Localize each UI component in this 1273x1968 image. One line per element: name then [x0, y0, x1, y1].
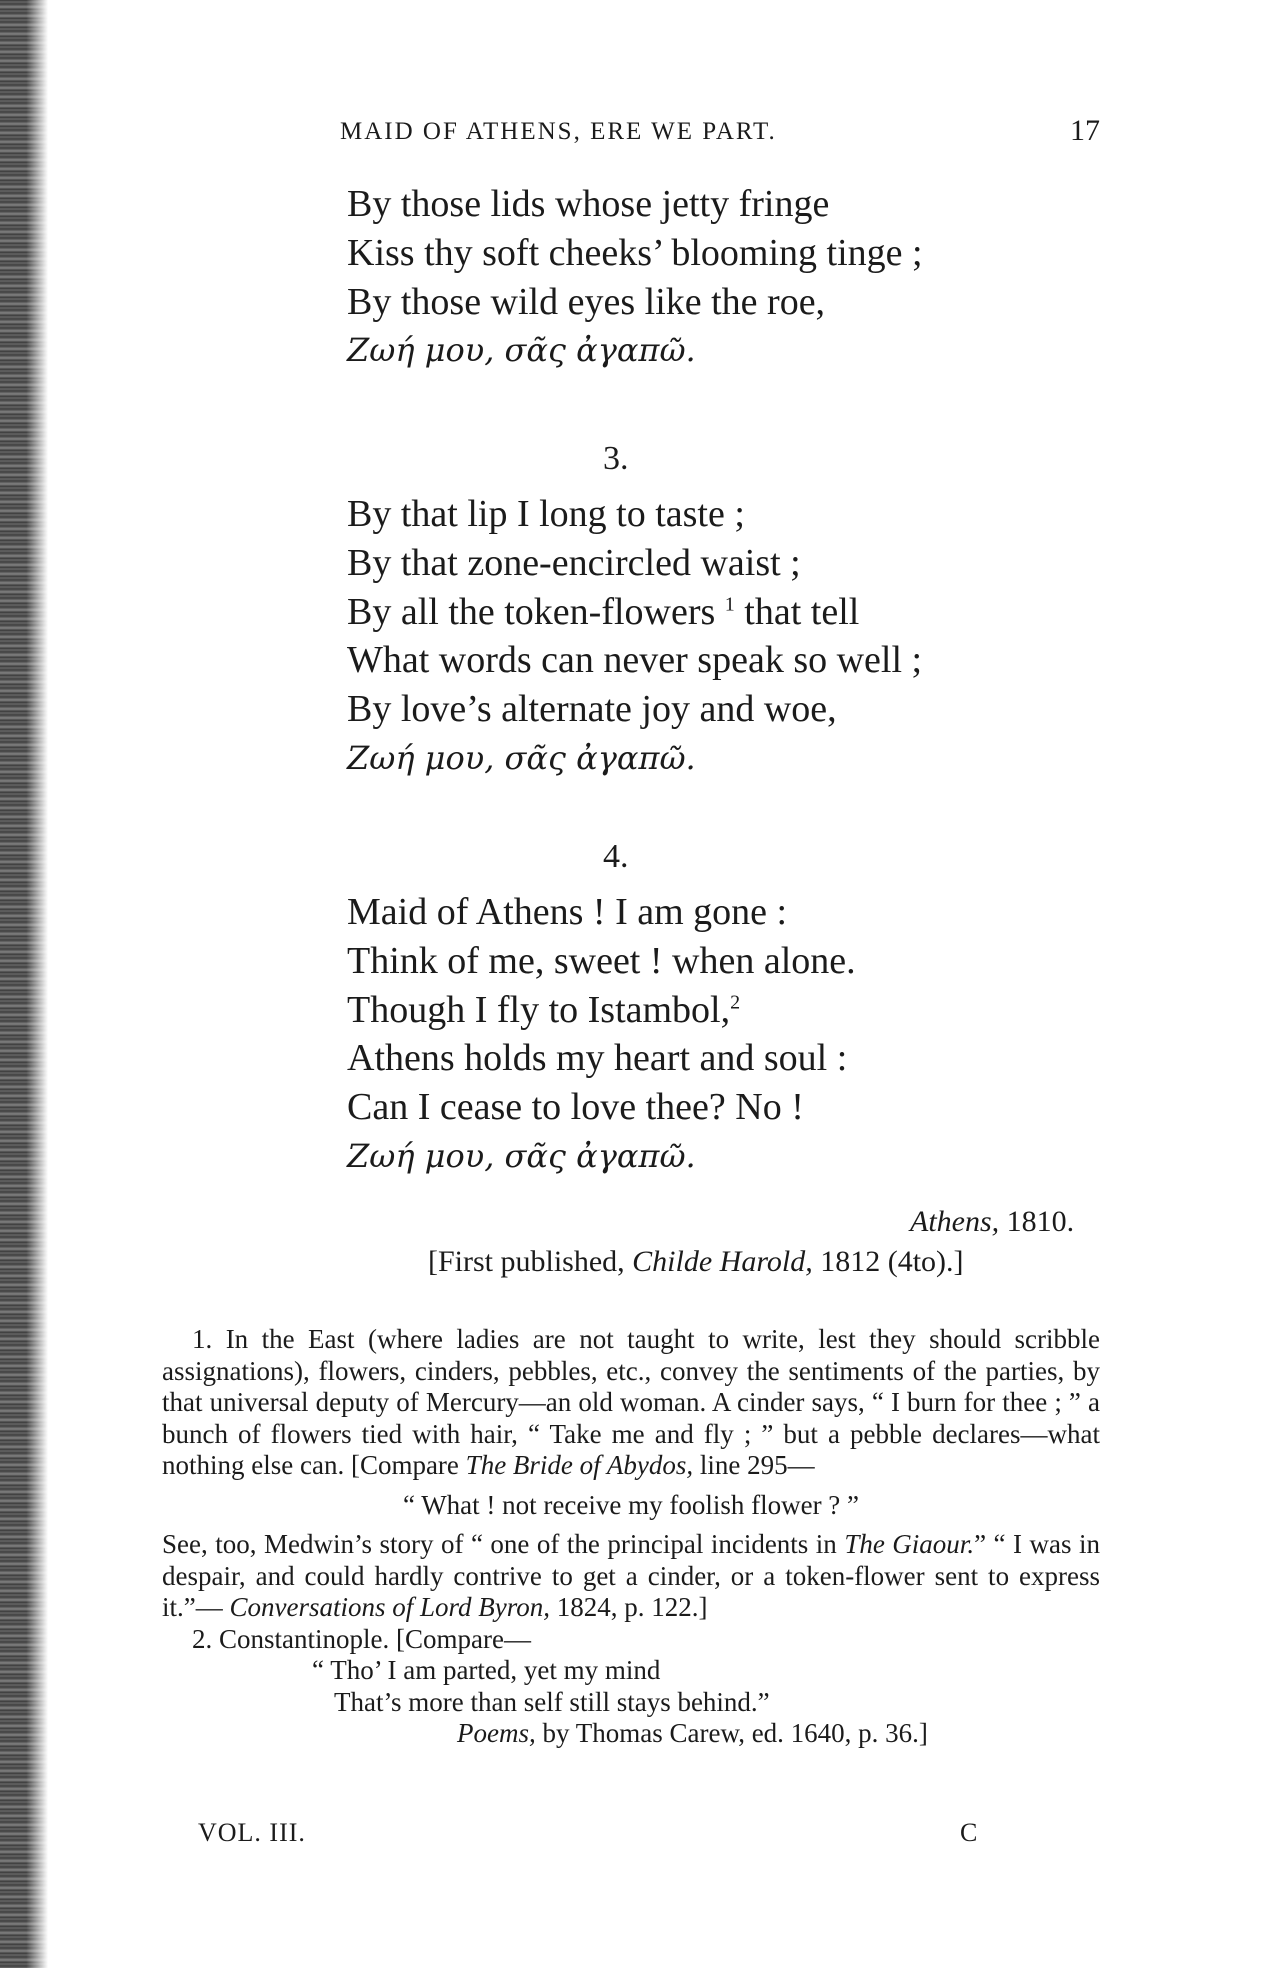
verse-text: By all the token-flowers [347, 590, 716, 633]
verse-line: Athens holds my heart and soul : [347, 1037, 848, 1080]
verse-line: By that zone-encircled waist ; [347, 541, 801, 584]
verse-line: Maid of Athens ! I am gone : [347, 891, 788, 933]
quote-line: That’s more than self still stays behind.” [334, 1686, 770, 1717]
stanza-3 [347, 490, 922, 783]
running-header [340, 114, 1100, 158]
volume-label: VOL. III. [198, 1818, 306, 1847]
greek-refrain: Ζωή μου, σᾶς ἀγαπῶ. [347, 1136, 696, 1175]
verse-line: By love’s alternate joy and woe, [347, 688, 837, 731]
greek-refrain: Ζωή μου, σᾶς ἀγαπῶ. [347, 738, 696, 777]
citation-text: by Thomas Carew, ed. 1640, p. 36.] [535, 1718, 928, 1748]
work-title: Poems, [457, 1718, 536, 1748]
stanza-2-continued [347, 180, 923, 375]
verse-line [347, 986, 856, 1035]
page-number: 17 [1070, 114, 1100, 147]
footnote-2: 2. Constantinople. [Compare— [192, 1623, 531, 1654]
pub-text: [First published, [428, 1245, 633, 1278]
pub-text: 1812 (4to).] [812, 1245, 964, 1278]
verse-line: Think of me, sweet ! when alone. [347, 939, 856, 982]
year: 1810. [999, 1205, 1075, 1238]
footnotes [162, 1324, 1100, 1750]
quoted-line: “ What ! not receive my foolish flower ? ” [402, 1489, 860, 1520]
footnote-ref: 1 [724, 592, 735, 615]
footnote-ref: 2 [730, 990, 741, 1013]
quote-citation [312, 1718, 1100, 1750]
pub-work: Childe Harold, [632, 1245, 813, 1278]
work-title: The Giaour. [844, 1529, 975, 1559]
work-title: Conversations of Lord Byron, [229, 1592, 551, 1622]
greek-refrain: Ζωή μου, σᾶς ἀγαπῶ. [347, 331, 696, 370]
footnote-text: See, too, Medwin’s story of “ one of the principal incidents in [162, 1529, 845, 1559]
footnote-text: 1. In the East (where ladies are not taught to write, lest they should scribble assignations), flowers, cinders, pebbles, etc., convey the sentiments of the parties, by that universal deputy of Mercury—an old woman. A cinder says, “ I burn for thee ; ” a bunch of flowers tied with hair, “ Take me and fly ; ” but a pebble declares—what nothing else can. [Compare [162, 1324, 1100, 1480]
quote-line: “ Tho’ I am parted, yet my mind [312, 1655, 661, 1685]
footnote-1 [162, 1324, 1100, 1482]
running-title: MAID OF ATHENS, ERE WE PART. [340, 118, 777, 145]
publication-note [428, 1245, 964, 1279]
verse-text: Though I fly to Istambol, [347, 988, 731, 1031]
signature-mark: C [960, 1818, 979, 1847]
verse-line: By those wild eyes like the roe, [347, 280, 826, 323]
stanza-number: 3. [603, 440, 629, 477]
footnote-text: ” “ I was in despair, and could hardly contrive to get a cinder, or a token-flower sent to express it.”— [162, 1529, 1101, 1622]
verse-text: that tell [734, 590, 860, 633]
verse-line: Kiss thy soft cheeks’ blooming tinge ; [347, 231, 923, 274]
verse-line: By those lids whose jetty fringe [347, 183, 830, 225]
footnote-text: 1824, p. 122.] [550, 1592, 708, 1622]
place: Athens, [910, 1205, 1000, 1238]
verse-line: What words can never speak so well ; [347, 639, 923, 682]
stanza-4 [347, 888, 856, 1181]
carew-quote [162, 1655, 1100, 1750]
footnote-text: line 295— [693, 1450, 815, 1480]
date-place [910, 1205, 1074, 1239]
verse-line [347, 588, 922, 637]
verse-line: By that lip I long to taste ; [347, 493, 745, 535]
verse-line: Can I cease to love thee? No ! [347, 1086, 804, 1129]
stanza-number: 4. [603, 838, 629, 875]
work-title: The Bride of Abydos, [465, 1450, 694, 1480]
book-binding-edge [0, 0, 48, 1968]
footnote-1-cont [162, 1529, 1100, 1624]
